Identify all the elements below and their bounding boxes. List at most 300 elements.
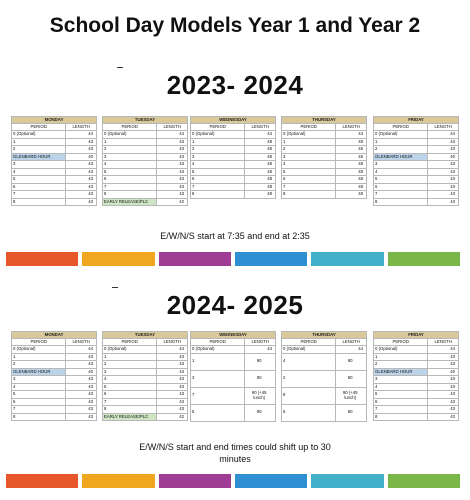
table-row bbox=[103, 161, 188, 169]
table-row bbox=[12, 161, 97, 169]
color-segment bbox=[82, 474, 154, 488]
length-cell: 43 bbox=[428, 161, 459, 169]
length-cell: 48 bbox=[336, 161, 367, 169]
table-row bbox=[374, 198, 459, 206]
period-cell: 1 bbox=[374, 353, 428, 361]
period-cell: 1 bbox=[191, 138, 245, 146]
length-cell: 44 bbox=[428, 346, 459, 354]
length-cell: 43 bbox=[157, 406, 188, 414]
table-row bbox=[282, 153, 367, 161]
table-row bbox=[12, 391, 97, 399]
length-column-header: LENGTH bbox=[336, 339, 367, 346]
period-column-header: PERIOD bbox=[282, 339, 336, 346]
table-row bbox=[374, 183, 459, 191]
period-cell: 4 bbox=[191, 161, 245, 169]
table-row bbox=[103, 353, 188, 361]
period-column-header: PERIOD bbox=[282, 124, 336, 131]
length-cell: 44 bbox=[245, 346, 276, 354]
period-cell: 3 bbox=[282, 153, 336, 161]
color-segment bbox=[388, 252, 460, 266]
period-cell: 0 (Optional) bbox=[12, 131, 66, 139]
table-row bbox=[374, 346, 459, 354]
table-row bbox=[282, 146, 367, 154]
period-cell: 8 bbox=[12, 198, 66, 206]
length-cell: 43 bbox=[66, 146, 97, 154]
color-segment bbox=[159, 252, 231, 266]
table-row bbox=[103, 153, 188, 161]
period-cell: 7 bbox=[282, 183, 336, 191]
period-cell: 0 (Optional) bbox=[12, 346, 66, 354]
table-row bbox=[282, 370, 367, 387]
table-row bbox=[12, 376, 97, 384]
length-cell: 48 bbox=[245, 183, 276, 191]
length-cell: 43 bbox=[66, 198, 97, 206]
length-cell: 43 bbox=[157, 368, 188, 376]
period-cell: 2 bbox=[374, 361, 428, 369]
length-column-header: LENGTH bbox=[336, 124, 367, 131]
length-cell: 90 bbox=[245, 404, 276, 421]
table-row bbox=[282, 353, 367, 370]
length-cell: 44 bbox=[245, 131, 276, 139]
period-cell: 5 bbox=[12, 391, 66, 399]
table-row bbox=[103, 346, 188, 354]
table-row bbox=[191, 168, 276, 176]
period-cell: 2 bbox=[12, 361, 66, 369]
period-cell: 5 bbox=[103, 383, 157, 391]
period-cell: 6 bbox=[374, 183, 428, 191]
day-header: FRIDAY bbox=[374, 332, 459, 339]
period-cell: 6 bbox=[103, 391, 157, 399]
period-cell: 4 bbox=[103, 376, 157, 384]
length-column-header: LENGTH bbox=[66, 124, 97, 131]
table-row bbox=[374, 383, 459, 391]
period-cell: 8 bbox=[374, 413, 428, 421]
table-row bbox=[12, 198, 97, 206]
period-cell: 2 bbox=[374, 146, 428, 154]
period-cell: 5 bbox=[12, 176, 66, 184]
table-row bbox=[191, 183, 276, 191]
length-cell: 43 bbox=[157, 138, 188, 146]
length-cell: 43 bbox=[66, 183, 97, 191]
length-cell: 43 bbox=[66, 191, 97, 199]
table-row bbox=[191, 176, 276, 184]
length-column-header: LENGTH bbox=[428, 124, 459, 131]
period-cell: 6 bbox=[191, 176, 245, 184]
period-cell: 8 bbox=[103, 191, 157, 199]
color-segment bbox=[235, 474, 307, 488]
length-cell: 43 bbox=[428, 413, 459, 421]
table-row bbox=[191, 161, 276, 169]
period-column-header: PERIOD bbox=[191, 124, 245, 131]
table-row bbox=[103, 131, 188, 139]
period-cell: 4 bbox=[103, 161, 157, 169]
period-cell: 0 (Optional) bbox=[103, 131, 157, 139]
length-cell: 44 bbox=[66, 346, 97, 354]
schedule-table-tuesday bbox=[102, 331, 188, 421]
period-cell: 8 bbox=[12, 413, 66, 421]
period-cell: 0 (Optional) bbox=[103, 346, 157, 354]
day-header: FRIDAY bbox=[374, 117, 459, 124]
table-row bbox=[12, 176, 97, 184]
table-row bbox=[103, 138, 188, 146]
period-cell: 4 bbox=[282, 161, 336, 169]
table-row bbox=[103, 391, 188, 399]
length-cell: 43 bbox=[428, 198, 459, 206]
period-cell: 5 bbox=[374, 176, 428, 184]
table-row bbox=[374, 353, 459, 361]
period-cell: 7 bbox=[191, 387, 245, 404]
period-cell: EARLY RELEASE/PLC bbox=[103, 198, 157, 206]
schedule-table-thursday bbox=[281, 116, 367, 199]
table-row bbox=[12, 138, 97, 146]
length-cell: 43 bbox=[428, 353, 459, 361]
table-row bbox=[12, 191, 97, 199]
period-cell: 1 bbox=[12, 138, 66, 146]
table-row bbox=[374, 146, 459, 154]
length-cell: 40 bbox=[66, 153, 97, 161]
period-cell: 7 bbox=[12, 406, 66, 414]
table-row bbox=[12, 353, 97, 361]
period-cell: 3 bbox=[103, 153, 157, 161]
period-cell: 3 bbox=[191, 153, 245, 161]
length-cell: 43 bbox=[428, 406, 459, 414]
schedule-table-wednesday bbox=[190, 331, 276, 422]
length-cell: 43 bbox=[157, 176, 188, 184]
period-cell: 2 bbox=[191, 146, 245, 154]
length-column-header: LENGTH bbox=[245, 124, 276, 131]
length-cell: 43 bbox=[157, 191, 188, 199]
period-cell: 0 (Optional) bbox=[374, 131, 428, 139]
table-row bbox=[374, 168, 459, 176]
table-row bbox=[191, 138, 276, 146]
period-cell: 0 (Optional) bbox=[282, 346, 336, 354]
table-row bbox=[103, 198, 188, 206]
period-cell: 8 bbox=[282, 387, 336, 404]
table-row bbox=[103, 146, 188, 154]
table-row bbox=[282, 404, 367, 421]
color-segment bbox=[311, 474, 383, 488]
length-cell: 48 bbox=[245, 161, 276, 169]
length-cell: 40 bbox=[428, 368, 459, 376]
period-cell: 4 bbox=[374, 168, 428, 176]
period-cell: GLENBARD HOUR bbox=[374, 153, 428, 161]
table-row bbox=[282, 168, 367, 176]
length-cell: 43 bbox=[157, 391, 188, 399]
length-cell: 48 bbox=[245, 138, 276, 146]
length-cell: 43 bbox=[157, 183, 188, 191]
table-row bbox=[103, 176, 188, 184]
table-row bbox=[12, 413, 97, 421]
divider-mark bbox=[112, 287, 118, 288]
color-segment bbox=[82, 252, 154, 266]
period-cell: 1 bbox=[191, 353, 245, 370]
schedule-table-friday bbox=[373, 116, 459, 206]
table-row bbox=[12, 383, 97, 391]
table-row bbox=[103, 368, 188, 376]
period-cell: 6 bbox=[282, 404, 336, 421]
table-row bbox=[12, 153, 97, 161]
day-header: TUESDAY bbox=[103, 332, 188, 339]
table-row bbox=[191, 146, 276, 154]
length-cell: 43 bbox=[157, 353, 188, 361]
table-row bbox=[191, 404, 276, 421]
length-cell: 48 bbox=[336, 183, 367, 191]
period-column-header: PERIOD bbox=[103, 124, 157, 131]
color-segment bbox=[235, 252, 307, 266]
period-column-header: PERIOD bbox=[374, 124, 428, 131]
table-row bbox=[103, 191, 188, 199]
table-row bbox=[374, 138, 459, 146]
length-cell: 43 bbox=[157, 161, 188, 169]
length-cell: 43 bbox=[428, 191, 459, 199]
day-header: THURSDAY bbox=[282, 332, 367, 339]
length-cell: 43 bbox=[157, 153, 188, 161]
period-cell: 5 bbox=[103, 168, 157, 176]
period-cell: EARLY RELEASE/PLC bbox=[103, 413, 157, 421]
table-row bbox=[103, 383, 188, 391]
table-row bbox=[374, 413, 459, 421]
schedule-table-tuesday bbox=[102, 116, 188, 206]
table-row bbox=[103, 376, 188, 384]
period-column-header: PERIOD bbox=[191, 339, 245, 346]
divider-mark bbox=[117, 67, 123, 68]
length-cell: 48 bbox=[245, 146, 276, 154]
period-cell: 7 bbox=[12, 191, 66, 199]
length-cell: 90 bbox=[245, 370, 276, 387]
length-cell: 43 bbox=[66, 176, 97, 184]
color-segment bbox=[6, 252, 78, 266]
length-cell: 42 bbox=[157, 198, 188, 206]
length-cell: 43 bbox=[428, 146, 459, 154]
period-cell: GLENBARD HOUR bbox=[12, 153, 66, 161]
period-cell: 7 bbox=[103, 398, 157, 406]
day-header: WEDNESDAY bbox=[191, 117, 276, 124]
page-title: School Day Models Year 1 and Year 2 bbox=[49, 14, 421, 37]
year-heading-2024: 2024- 2025 bbox=[166, 290, 304, 320]
length-cell: 43 bbox=[157, 146, 188, 154]
table-row bbox=[374, 131, 459, 139]
length-cell: 90 bbox=[336, 370, 367, 387]
period-cell: 6 bbox=[374, 398, 428, 406]
table-row bbox=[282, 138, 367, 146]
table-row bbox=[191, 346, 276, 354]
period-cell: 6 bbox=[282, 176, 336, 184]
period-cell: 7 bbox=[374, 191, 428, 199]
schedule-table-monday bbox=[11, 331, 97, 421]
length-cell: 43 bbox=[428, 176, 459, 184]
length-cell: 48 bbox=[245, 168, 276, 176]
period-cell: 7 bbox=[191, 183, 245, 191]
period-cell: 3 bbox=[12, 161, 66, 169]
period-cell: 8 bbox=[191, 191, 245, 199]
table-row bbox=[282, 346, 367, 354]
table-row bbox=[191, 153, 276, 161]
table-row bbox=[12, 361, 97, 369]
length-cell: 43 bbox=[66, 398, 97, 406]
period-cell: 3 bbox=[103, 368, 157, 376]
table-row bbox=[282, 176, 367, 184]
color-segment bbox=[311, 252, 383, 266]
period-column-header: PERIOD bbox=[374, 339, 428, 346]
period-cell: 5 bbox=[191, 404, 245, 421]
year-heading-2023: 2023- 2024 bbox=[166, 70, 304, 100]
length-cell: 43 bbox=[157, 361, 188, 369]
table-row bbox=[374, 368, 459, 376]
length-column-header: LENGTH bbox=[245, 339, 276, 346]
length-column-header: LENGTH bbox=[428, 339, 459, 346]
day-header: THURSDAY bbox=[282, 117, 367, 124]
table-row bbox=[374, 153, 459, 161]
period-cell: 6 bbox=[12, 183, 66, 191]
period-cell: 2 bbox=[282, 370, 336, 387]
length-cell: 90 (+45 lunch) bbox=[245, 387, 276, 404]
period-cell: GLENBARD HOUR bbox=[374, 368, 428, 376]
length-cell: 43 bbox=[66, 376, 97, 384]
length-cell: 48 bbox=[336, 153, 367, 161]
length-cell: 43 bbox=[157, 398, 188, 406]
length-cell: 48 bbox=[336, 191, 367, 199]
period-cell: 2 bbox=[12, 146, 66, 154]
period-cell: 1 bbox=[374, 138, 428, 146]
length-cell: 48 bbox=[336, 146, 367, 154]
table-row bbox=[282, 387, 367, 404]
period-cell: 3 bbox=[374, 376, 428, 384]
table-row bbox=[282, 191, 367, 199]
table-row bbox=[12, 368, 97, 376]
period-cell: 5 bbox=[191, 168, 245, 176]
length-cell: 43 bbox=[66, 161, 97, 169]
table-row bbox=[282, 161, 367, 169]
period-cell: 6 bbox=[12, 398, 66, 406]
length-cell: 43 bbox=[157, 168, 188, 176]
length-cell: 44 bbox=[336, 346, 367, 354]
table-row bbox=[103, 361, 188, 369]
table-row bbox=[103, 183, 188, 191]
period-cell: 3 bbox=[12, 376, 66, 384]
length-cell: 43 bbox=[428, 391, 459, 399]
period-cell: 2 bbox=[103, 361, 157, 369]
period-cell: 6 bbox=[103, 176, 157, 184]
period-cell: 1 bbox=[103, 353, 157, 361]
length-cell: 43 bbox=[428, 138, 459, 146]
length-cell: 43 bbox=[66, 413, 97, 421]
schedule-note-2024-line2: minutes bbox=[219, 454, 251, 464]
length-cell: 43 bbox=[66, 168, 97, 176]
table-row bbox=[12, 406, 97, 414]
period-column-header: PERIOD bbox=[103, 339, 157, 346]
color-segment bbox=[388, 474, 460, 488]
length-cell: 48 bbox=[336, 176, 367, 184]
period-cell: 2 bbox=[282, 146, 336, 154]
table-row bbox=[282, 131, 367, 139]
period-cell: 0 (Optional) bbox=[282, 131, 336, 139]
schedule-table-thursday bbox=[281, 331, 367, 422]
length-cell: 43 bbox=[66, 361, 97, 369]
length-cell: 43 bbox=[66, 406, 97, 414]
length-cell: 40 bbox=[428, 153, 459, 161]
table-row bbox=[374, 391, 459, 399]
period-cell: 8 bbox=[103, 406, 157, 414]
period-cell: 4 bbox=[374, 383, 428, 391]
period-cell: 3 bbox=[191, 370, 245, 387]
length-cell: 43 bbox=[428, 398, 459, 406]
period-cell: 0 (Optional) bbox=[374, 346, 428, 354]
table-row bbox=[191, 387, 276, 404]
table-row bbox=[374, 376, 459, 384]
schedule-note-2024 bbox=[0, 441, 470, 465]
length-cell: 43 bbox=[66, 353, 97, 361]
day-header: MONDAY bbox=[12, 332, 97, 339]
table-row bbox=[12, 168, 97, 176]
period-cell: 1 bbox=[282, 138, 336, 146]
day-header: TUESDAY bbox=[103, 117, 188, 124]
period-cell: 2 bbox=[103, 146, 157, 154]
table-row bbox=[374, 176, 459, 184]
schedule-note-2023: E/W/N/S start at 7:35 and end at 2:35 bbox=[160, 231, 310, 241]
length-column-header: LENGTH bbox=[157, 339, 188, 346]
period-cell: 1 bbox=[12, 353, 66, 361]
period-cell: GLENBARD HOUR bbox=[12, 368, 66, 376]
table-row bbox=[103, 413, 188, 421]
color-segment bbox=[159, 474, 231, 488]
day-header: MONDAY bbox=[12, 117, 97, 124]
length-cell: 44 bbox=[336, 131, 367, 139]
table-row bbox=[12, 398, 97, 406]
table-row bbox=[12, 131, 97, 139]
schedule-table-monday bbox=[11, 116, 97, 206]
length-cell: 90 bbox=[336, 353, 367, 370]
period-cell: 4 bbox=[282, 353, 336, 370]
period-column-header: PERIOD bbox=[12, 124, 66, 131]
table-row bbox=[103, 398, 188, 406]
length-cell: 44 bbox=[157, 131, 188, 139]
table-row bbox=[191, 131, 276, 139]
schedule-table-friday bbox=[373, 331, 459, 421]
table-row bbox=[374, 361, 459, 369]
period-cell: 8 bbox=[374, 198, 428, 206]
length-cell: 48 bbox=[336, 168, 367, 176]
day-header: WEDNESDAY bbox=[191, 332, 276, 339]
period-cell: 7 bbox=[374, 406, 428, 414]
color-segment bbox=[6, 474, 78, 488]
length-cell: 44 bbox=[428, 131, 459, 139]
table-row bbox=[191, 191, 276, 199]
period-cell: 8 bbox=[282, 191, 336, 199]
table-row bbox=[103, 168, 188, 176]
period-cell: 4 bbox=[12, 168, 66, 176]
table-row bbox=[374, 406, 459, 414]
length-column-header: LENGTH bbox=[66, 339, 97, 346]
table-row bbox=[374, 398, 459, 406]
table-row bbox=[12, 346, 97, 354]
length-cell: 43 bbox=[428, 168, 459, 176]
period-cell: 0 (Optional) bbox=[191, 346, 245, 354]
table-row bbox=[12, 183, 97, 191]
period-cell: 3 bbox=[374, 161, 428, 169]
schedule-table-wednesday bbox=[190, 116, 276, 199]
length-cell: 48 bbox=[245, 176, 276, 184]
table-row bbox=[374, 161, 459, 169]
length-cell: 43 bbox=[66, 383, 97, 391]
length-cell: 48 bbox=[245, 191, 276, 199]
length-cell: 48 bbox=[245, 153, 276, 161]
table-row bbox=[191, 370, 276, 387]
period-column-header: PERIOD bbox=[12, 339, 66, 346]
schedule-note-2024-line1: E/W/N/S start and end times could shift up to 30 bbox=[139, 442, 331, 452]
length-cell: 48 bbox=[336, 138, 367, 146]
length-cell: 43 bbox=[428, 183, 459, 191]
length-column-header: LENGTH bbox=[157, 124, 188, 131]
